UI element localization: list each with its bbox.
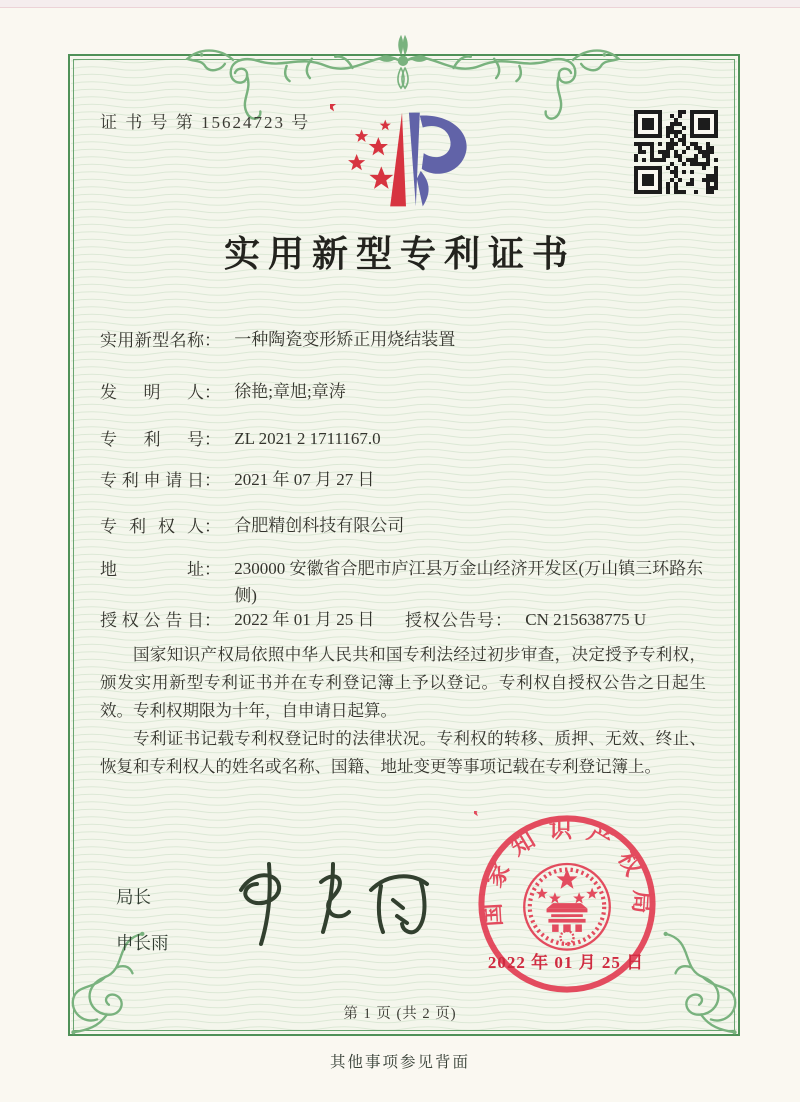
colon: ： <box>204 383 221 402</box>
field-grant-number <box>405 606 646 633</box>
seal-date: 2022 年 01 月 25 日 <box>487 953 645 972</box>
colon: ： <box>204 471 221 490</box>
legal-text <box>100 641 706 781</box>
field-label: 专利号 <box>100 430 204 449</box>
officer-name: 申长雨 <box>116 933 169 953</box>
field-value: 230000 安徽省合肥市庐江县万金山经济开发区(万山镇三环路东侧) <box>234 559 704 605</box>
field-label: 授权公告号 <box>405 611 495 630</box>
qr-code <box>634 110 718 194</box>
field-label: 发明人 <box>100 383 204 402</box>
colon: ： <box>204 430 221 449</box>
register-paragraph: 专利证书记载专利权登记时的法律状况。专利权的转移、质押、无效、终止、恢复和专利权人的姓名或名称、国籍、地址变更等事项记载在专利登记簿上。 <box>100 729 706 776</box>
field-value: 2021 年 07 月 27 日 <box>234 470 375 489</box>
field-value: ZL 2021 2 1711167.0 <box>234 429 381 448</box>
certificate-title: 实用新型专利证书 <box>223 234 576 274</box>
field-label: 地址 <box>100 560 204 579</box>
grant-paragraph: 国家知识产权局依照中华人民共和国专利法经过初步审查，决定授予专利权，颁发实用新型专利证书并在专利登记簿上予以登记。专利权自授权公告之日起生效。专利权期限为十年，自申请日起算。 <box>100 645 706 720</box>
field-row-grant <box>100 606 720 633</box>
colon: ： <box>204 331 221 350</box>
field-label: 专利权人 <box>100 517 204 536</box>
colon: ： <box>204 611 221 630</box>
page-number: 第 1 页 (共 2 页) <box>343 1006 457 1022</box>
field-value: 合肥精创科技有限公司 <box>234 516 405 535</box>
field-row-filing-date <box>100 466 720 493</box>
field-value: CN 215638775 U <box>525 610 647 629</box>
seal-arc-text: 国家知识产权局 <box>479 817 655 928</box>
handwritten-signature-icon <box>225 856 440 956</box>
field-label: 专利申请日 <box>100 471 204 490</box>
back-note: 其他事项参见背面 <box>329 1054 470 1071</box>
certificate-number: 证 书 号 第 15624723 号 <box>100 113 311 132</box>
colon: ： <box>204 560 221 579</box>
field-row-address <box>100 555 720 609</box>
field-row-patent-no <box>100 425 720 452</box>
officer-title: 局长 <box>116 887 151 907</box>
field-value: 徐艳;章旭;章涛 <box>234 382 346 401</box>
field-row-name <box>100 326 720 353</box>
colon: ： <box>204 517 221 536</box>
field-label: 授权公告日 <box>100 611 204 630</box>
colon: ： <box>495 611 512 630</box>
cnipa-logo-icon <box>330 104 478 218</box>
field-value: 2022 年 01 月 25 日 <box>234 610 375 629</box>
field-row-inventor <box>100 378 720 405</box>
field-row-patentee <box>100 512 720 539</box>
officer-block <box>116 884 169 955</box>
field-label: 实用新型名称 <box>100 331 204 350</box>
field-value: 一种陶瓷变形矫正用烧结装置 <box>234 330 456 349</box>
